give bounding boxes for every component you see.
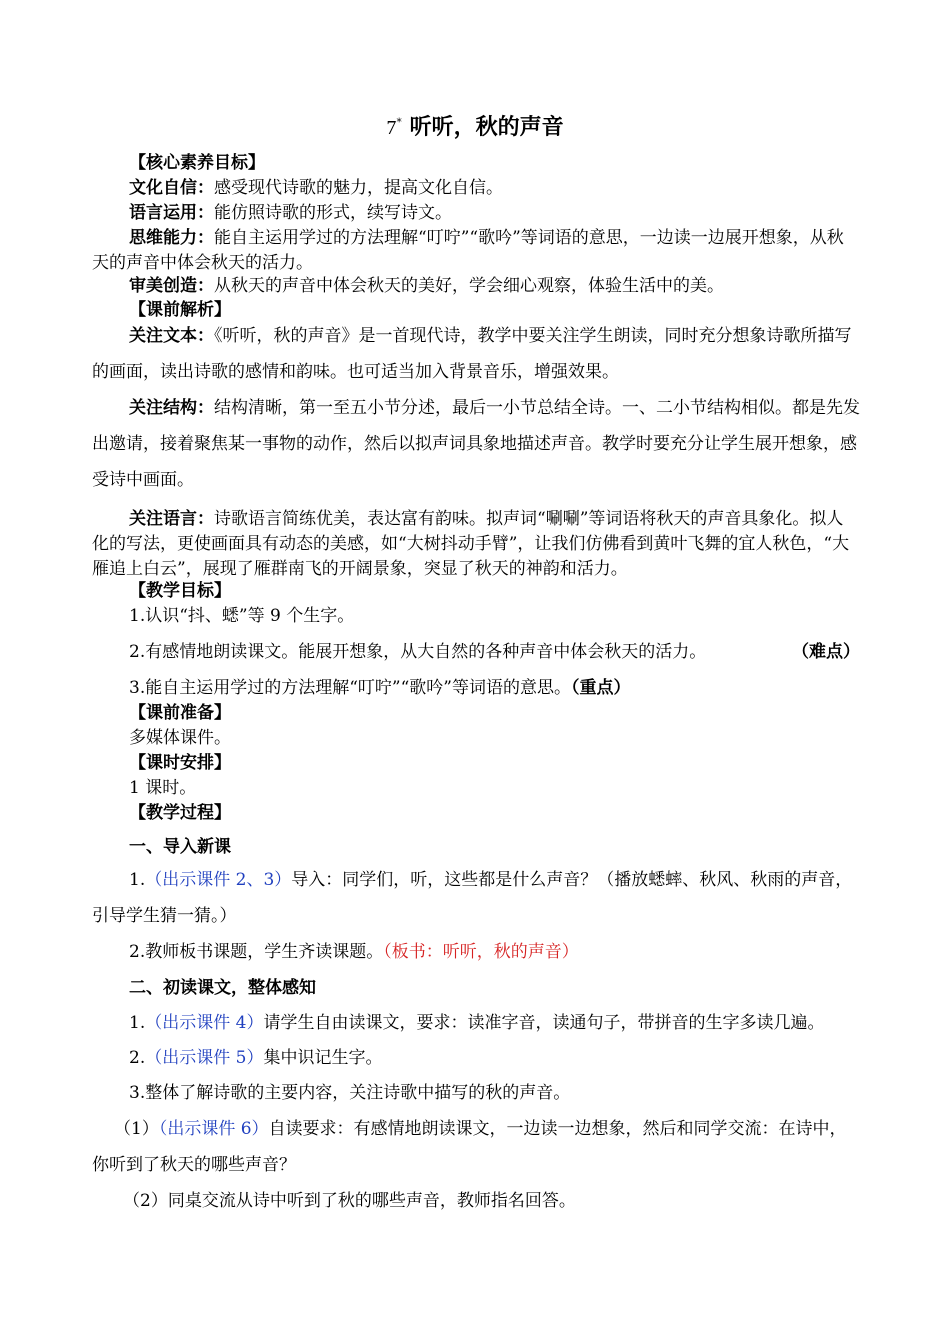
difficulty-tag: （难点） — [792, 642, 860, 662]
lesson-title: 听听，秋的声音 — [409, 115, 564, 140]
step-2-3: 3.整体了解诗歌的主要内容，关注诗歌中描写的秋的声音。 — [129, 1083, 571, 1103]
core-language: 语言运用：能仿照诗歌的形式，续写诗文。 — [129, 203, 452, 223]
prep-text: 多媒体课件。 — [129, 728, 231, 748]
step-2-3-2: （2）同桌交流从诗中听到了秋的哪些声音，教师指名回答。 — [123, 1191, 576, 1211]
analysis-text: 关注文本：《听听，秋的声音》是一首现代诗，教学中要关注学生朗读，同时充分想象诗歌所描写的画面，读出诗歌的感情和韵味。也可适当加入背景音乐，增强效果。 — [92, 326, 852, 382]
page-title — [0, 110, 950, 141]
lesson-mark: * — [396, 115, 402, 129]
section-2-title: 二、初读课文，整体感知 — [129, 978, 316, 998]
prep-heading: 【课前准备】 — [129, 703, 231, 723]
core-culture: 文化自信：感受现代诗歌的魅力，提高文化自信。 — [129, 178, 503, 198]
process-heading: 【教学过程】 — [129, 803, 231, 823]
step-1-2: 2.教师板书课题，学生齐读课题。（板书：听听，秋的声音） — [129, 942, 579, 962]
lesson-number: 7 — [386, 117, 397, 139]
core-heading: 【核心素养目标】 — [129, 153, 265, 173]
section-1-title: 一、导入新课 — [129, 837, 231, 857]
core-thinking: 思维能力：能自主运用学过的方法理解“叮咛”“歌吟”等词语的意思，一边读一边展开想象，从秋天的声音中体会秋天的活力。 — [92, 228, 844, 273]
goal-1: 1.认识“抖、蟋”等 9 个生字。 — [129, 606, 355, 626]
step-2-3-1: （1）（出示课件 6）自读要求：有感情地朗读课文，一边读一边想象，然后和同学交流：在诗中，你听到了秋天的哪些声音？ — [92, 1119, 847, 1175]
step-1-1: 1.（出示课件 2、3）导入：同学们，听，这些都是什么声音？（播放蟋蟀、秋风、秋雨的声音，引导学生猜一猜。） — [92, 870, 853, 926]
analysis-heading: 【课前解析】 — [129, 300, 231, 320]
schedule-text: 1 课时。 — [129, 778, 197, 798]
goal-3: 3.能自主运用学过的方法理解“叮咛”“歌吟”等词语的意思。（重点） — [129, 678, 631, 698]
goals-heading: 【教学目标】 — [129, 581, 231, 601]
analysis-structure: 关注结构：结构清晰，第一至五小节分述，最后一小节总结全诗。一、二小节结构相似。都是先发出邀请，接着聚焦某一事物的动作，然后以拟声词具象地描述声音。教学时要充分让学生展开想象，感受诗中画面。 — [92, 398, 860, 490]
analysis-language: 关注语言：诗歌语言简练优美，表达富有韵味。拟声词“唰唰”等词语将秋天的声音具象化。拟人化的写法，更使画面具有动态的美感，如“大树抖动手臂”，让我们仿佛看到黄叶飞舞的宜人秋色，“大雁追上白云”，展现了雁群南飞的开阔景象，突显了秋天的神韵和活力。 — [92, 509, 850, 579]
step-2-2: 2.（出示课件 5）集中识记生字。 — [129, 1048, 383, 1068]
core-aesthetic: 审美创造：从秋天的声音中体会秋天的美好，学会细心观察，体验生活中的美。 — [129, 276, 724, 296]
key-point-tag: （重点） — [570, 678, 631, 698]
step-2-1: 1.（出示课件 4）请学生自由读课文，要求：读准字音，读通句子，带拼音的生字多读几遍。 — [129, 1013, 825, 1033]
schedule-heading: 【课时安排】 — [129, 753, 231, 773]
goal-2: 2.有感情地朗读课文。能展开想象，从大自然的各种声音中体会秋天的活力。 （难点） — [92, 640, 860, 665]
